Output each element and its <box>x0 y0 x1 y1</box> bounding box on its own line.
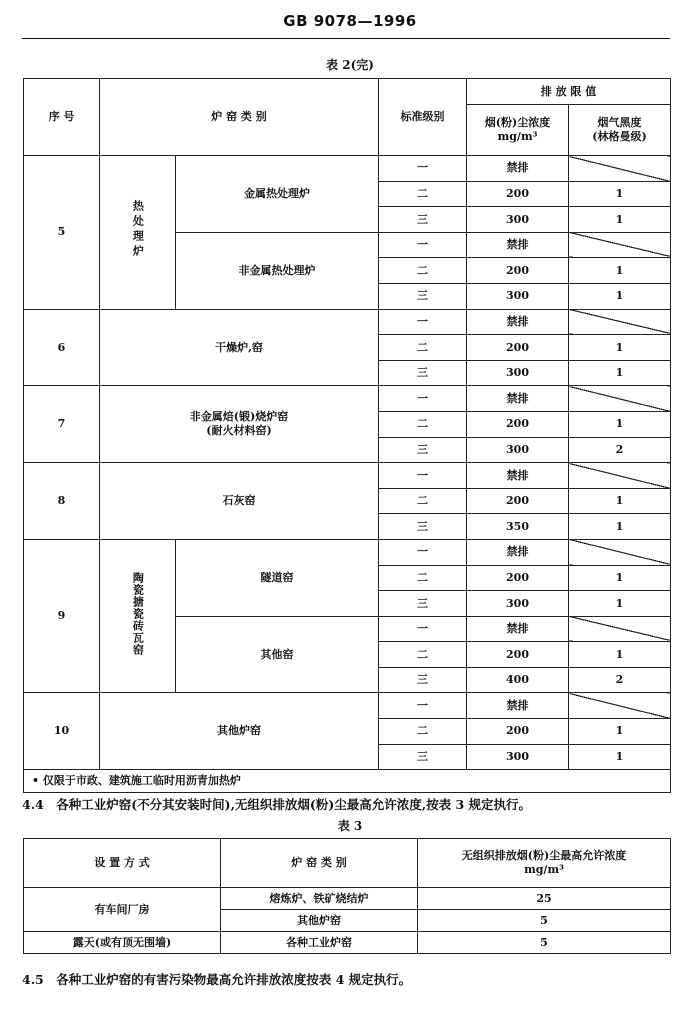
category-cell <box>100 386 379 463</box>
paragraph-4-4: 4.4 各种工业炉窑(不分其安装时间),无组织排放烟(粉)尘最高允许浓度,按表 3 规定执行。 <box>22 797 532 812</box>
level-cell: 一 <box>379 309 467 335</box>
blackness-value-cell: 1 <box>569 258 671 284</box>
blackness-na-cell <box>569 386 671 412</box>
category-cell: 其他窑 <box>176 616 379 693</box>
category-cell: 熔炼炉、铁矿烧结炉 <box>221 888 418 910</box>
blackness-value-cell: 1 <box>569 591 671 617</box>
level-cell: 二 <box>379 181 467 207</box>
level-cell: 三 <box>379 591 467 617</box>
level-cell: 二 <box>379 719 467 745</box>
blackness-na-cell <box>569 156 671 182</box>
level-cell: 三 <box>379 207 467 233</box>
dust-value-cell: 禁排 <box>467 232 569 258</box>
level-cell: 三 <box>379 744 467 770</box>
level-cell: 三 <box>379 667 467 693</box>
seq-cell: 5 <box>24 156 100 310</box>
dust-value-cell: 禁排 <box>467 156 569 182</box>
dust-value-cell: 300 <box>467 207 569 233</box>
dust-value-cell: 200 <box>467 411 569 437</box>
dust-value-cell: 禁排 <box>467 309 569 335</box>
level-cell: 二 <box>379 335 467 361</box>
level-cell: 三 <box>379 283 467 309</box>
blackness-value-cell: 1 <box>569 360 671 386</box>
category-cell: 干燥炉,窑 <box>100 309 379 386</box>
blackness-na-cell <box>569 309 671 335</box>
level-cell: 二 <box>379 642 467 668</box>
blackness-na-cell <box>569 232 671 258</box>
table2-caption: 表 2(完) <box>326 58 374 72</box>
dust-value-cell: 禁排 <box>467 463 569 489</box>
blackness-value-cell: 1 <box>569 719 671 745</box>
table-row <box>24 463 671 489</box>
blackness-value-cell: 2 <box>569 437 671 463</box>
table2-footnote: • 仅限于市政、建筑施工临时用沥青加热炉 <box>24 770 671 793</box>
blackness-na-cell <box>569 616 671 642</box>
level-cell: 一 <box>379 386 467 412</box>
blackness-na-cell <box>569 463 671 489</box>
dust-value-cell: 300 <box>467 283 569 309</box>
level-cell: 一 <box>379 232 467 258</box>
table3-caption: 表 3 <box>337 819 363 833</box>
header-installation-mode: 设 置 方 式 <box>24 839 221 888</box>
blackness-value-cell: 1 <box>569 744 671 770</box>
table-row <box>24 156 671 182</box>
table-row <box>24 888 671 910</box>
level-cell: 一 <box>379 463 467 489</box>
header-fugitive-unit: mg/m³ <box>524 863 564 876</box>
table-row <box>24 386 671 412</box>
paragraph-4-5: 4.5 各种工业炉窑的有害污染物最高允许排放浓度按表 4 规定执行。 <box>22 972 412 987</box>
dust-value-cell: 400 <box>467 667 569 693</box>
level-cell: 三 <box>379 360 467 386</box>
category-cell: 石灰窑 <box>100 463 379 540</box>
level-cell: 一 <box>379 693 467 719</box>
group-label: 陶瓷搪瓷砖瓦窑 <box>131 572 145 657</box>
dust-value-cell: 200 <box>467 642 569 668</box>
mode-cell: 露天(或有顶无围墙) <box>24 932 221 954</box>
header-emission-limit: 排 放 限 值 <box>467 79 671 105</box>
category-subname: (耐火材料窑) <box>206 424 272 438</box>
level-cell: 一 <box>379 156 467 182</box>
seq-cell: 8 <box>24 463 100 540</box>
dust-value-cell: 200 <box>467 181 569 207</box>
table-row <box>24 693 671 719</box>
dust-value-cell: 禁排 <box>467 693 569 719</box>
dust-value-cell: 200 <box>467 719 569 745</box>
dust-value-cell: 300 <box>467 744 569 770</box>
level-cell: 三 <box>379 437 467 463</box>
header-fugitive-limit <box>418 839 671 888</box>
table-2 <box>23 78 671 793</box>
value-cell: 5 <box>418 910 671 932</box>
header-dust-label: 烟(粉)尘浓度 <box>484 116 551 130</box>
dust-value-cell: 300 <box>467 360 569 386</box>
header-fugitive-label: 无组织排放烟(粉)尘最高允许浓度 <box>461 849 627 863</box>
group-label-cell <box>100 156 176 310</box>
dust-value-cell: 禁排 <box>467 616 569 642</box>
category-name: 非金属焙(锻)烧炉窑 <box>189 410 289 424</box>
category-cell: 其他炉窑 <box>221 910 418 932</box>
header-blackness-label: 烟气黑度 <box>597 116 642 130</box>
table-row <box>24 539 671 565</box>
level-cell: 二 <box>379 488 467 514</box>
blackness-na-cell <box>569 693 671 719</box>
header-blackness <box>569 105 671 156</box>
value-cell: 25 <box>418 888 671 910</box>
table-row <box>24 932 671 954</box>
category-cell: 非金属热处理炉 <box>176 232 379 309</box>
blackness-value-cell: 1 <box>569 335 671 361</box>
level-cell: 三 <box>379 514 467 540</box>
header-dust-unit: mg/m³ <box>497 130 538 143</box>
level-cell: 二 <box>379 258 467 284</box>
level-cell: 一 <box>379 539 467 565</box>
blackness-value-cell: 1 <box>569 207 671 233</box>
level-cell: 二 <box>379 565 467 591</box>
table-3 <box>23 838 671 954</box>
seq-cell: 9 <box>24 539 100 693</box>
dust-value-cell: 禁排 <box>467 386 569 412</box>
blackness-value-cell: 1 <box>569 181 671 207</box>
category-cell: 隧道窑 <box>176 539 379 616</box>
header-level: 标准级别 <box>379 79 467 156</box>
dust-value-cell: 禁排 <box>467 539 569 565</box>
group-label-cell <box>100 539 176 693</box>
header-blackness-unit: (林格曼级) <box>592 130 647 143</box>
dust-value-cell: 200 <box>467 488 569 514</box>
header-dust <box>467 105 569 156</box>
seq-cell: 7 <box>24 386 100 463</box>
dust-value-cell: 300 <box>467 591 569 617</box>
header-rule <box>22 38 670 39</box>
mode-cell: 有车间厂房 <box>24 888 221 932</box>
seq-cell: 6 <box>24 309 100 386</box>
dust-value-cell: 350 <box>467 514 569 540</box>
blackness-value-cell: 1 <box>569 283 671 309</box>
blackness-value-cell: 1 <box>569 514 671 540</box>
value-cell: 5 <box>418 932 671 954</box>
blackness-value-cell: 1 <box>569 642 671 668</box>
dust-value-cell: 300 <box>467 437 569 463</box>
category-cell: 各种工业炉窑 <box>221 932 418 954</box>
blackness-value-cell: 1 <box>569 565 671 591</box>
blackness-value-cell: 2 <box>569 667 671 693</box>
standard-id-header: GB 9078—1996 <box>283 12 417 30</box>
category-cell: 其他炉窑 <box>100 693 379 770</box>
level-cell: 二 <box>379 411 467 437</box>
table-row <box>24 309 671 335</box>
blackness-value-cell: 1 <box>569 488 671 514</box>
group-label: 热处理炉 <box>131 200 145 261</box>
header-kiln-category: 炉 窑 类 别 <box>221 839 418 888</box>
dust-value-cell: 200 <box>467 565 569 591</box>
dust-value-cell: 200 <box>467 258 569 284</box>
header-category: 炉 窑 类 别 <box>100 79 379 156</box>
blackness-na-cell <box>569 539 671 565</box>
seq-cell: 10 <box>24 693 100 770</box>
blackness-value-cell: 1 <box>569 411 671 437</box>
dust-value-cell: 200 <box>467 335 569 361</box>
header-seq: 序 号 <box>24 79 100 156</box>
level-cell: 一 <box>379 616 467 642</box>
category-cell: 金属热处理炉 <box>176 156 379 233</box>
